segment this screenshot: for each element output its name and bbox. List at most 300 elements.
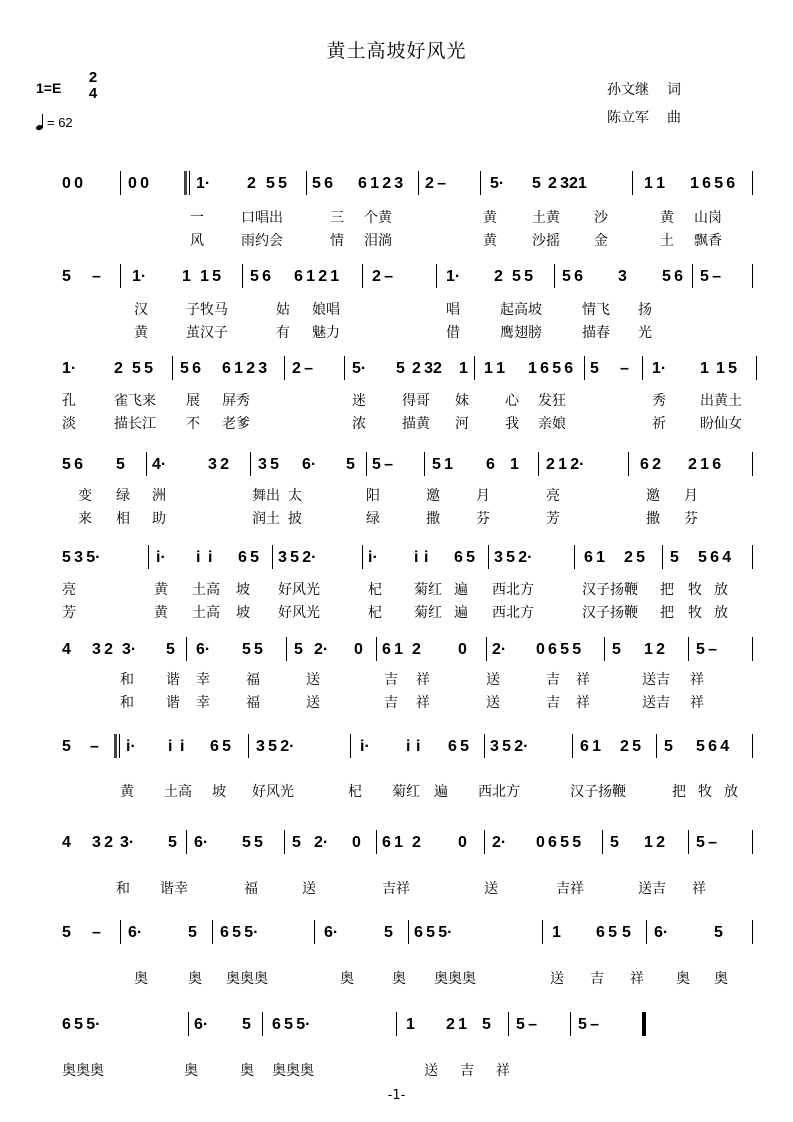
barline [350, 734, 351, 758]
note-group: 3 5 [258, 456, 279, 473]
lyric-syllable: 祥 [576, 672, 590, 688]
barline [186, 637, 187, 661]
lyric-syllable: 送 [550, 971, 564, 987]
note-group: 6 5 5· [414, 924, 453, 941]
note-group: 1 2 [644, 834, 665, 851]
note-group: 5 [242, 834, 251, 851]
note-group: 3 5 2· [278, 549, 317, 566]
note-group: 5 [612, 641, 621, 658]
lyric-syllable: 奥奥奥 [226, 971, 268, 987]
lyric-syllable: 亮 [62, 582, 76, 598]
lyric-syllable: 祥 [692, 881, 706, 897]
lyric-syllable: 奥 [714, 971, 728, 987]
time-signature: 2 4 [88, 69, 98, 102]
note-group: 5 [664, 738, 673, 755]
lyric-syllable: 淡 [62, 416, 76, 432]
lyric-syllable: 奥奥奥 [434, 971, 476, 987]
lyric-syllable: 浓 [352, 416, 366, 432]
lyric-syllable: 谐 [166, 672, 180, 688]
lyric-syllable: 好风光 [278, 605, 320, 621]
lyric-syllable: 撒 [426, 511, 440, 527]
lyric-syllable: 杞 [348, 784, 362, 800]
note-group: 5 5 [512, 268, 533, 285]
lyric-syllable: 金 [594, 233, 608, 249]
note-group: 0 [536, 641, 545, 658]
note-group: 2 321 [548, 175, 587, 192]
note-group: 6 5 [210, 738, 231, 755]
barline [662, 545, 663, 569]
lyric-syllable: 祥 [630, 971, 644, 987]
barline [570, 1012, 571, 1036]
barline [436, 264, 437, 288]
lyric-syllable: 芬 [476, 511, 490, 527]
lyric-syllable: 屏秀 [222, 393, 250, 409]
note-group: – [92, 924, 101, 941]
lyric-syllable: 幸 [196, 672, 210, 688]
barline [188, 1012, 189, 1036]
barline [642, 356, 643, 380]
note-group: 6 1 [580, 738, 601, 755]
lyric-syllable: 土高 [192, 582, 220, 598]
note-group: 5 6 [62, 456, 83, 473]
lyric-syllable: 奥 [240, 1063, 254, 1079]
lyric-syllable: 祥 [690, 695, 704, 711]
note-group: 5 – [578, 1016, 599, 1033]
lyric-syllable: 雨约会 [241, 233, 283, 249]
lyric-syllable: 送 [424, 1063, 438, 1079]
lyric-syllable: 把 [660, 582, 674, 598]
note-group: 1 [700, 360, 709, 377]
barline [752, 920, 753, 944]
note-group: 2· [314, 834, 329, 851]
lyric-syllable: 泪淌 [364, 233, 392, 249]
lyric-syllable: 光 [638, 325, 652, 341]
barline [752, 830, 753, 854]
lyric-syllable: 得哥 [402, 393, 430, 409]
lyric-syllable: 奥奥奥 [62, 1063, 104, 1079]
lyric-syllable: 舞出 [252, 488, 280, 504]
lyric-syllable: 亮 [546, 488, 560, 504]
repeat-start-barline [184, 171, 190, 195]
barline [120, 920, 121, 944]
lyric-syllable: 谐幸 [160, 881, 188, 897]
barline [306, 171, 307, 195]
barline [376, 830, 377, 854]
quarter-note-icon [36, 114, 44, 130]
lyric-syllable: 雀飞来 [114, 393, 156, 409]
note-group: i [406, 738, 411, 755]
lyric-syllable: 孔 [62, 393, 76, 409]
lyric-syllable: 芳 [546, 511, 560, 527]
lyric-syllable: 鹰翅膀 [500, 325, 542, 341]
lyricist-credit: 孙文继 词 [607, 82, 681, 98]
lyric-syllable: 祈 [652, 416, 666, 432]
lyric-syllable: 西北方 [492, 605, 534, 621]
note-group: 6 5 5 [548, 834, 582, 851]
barline [186, 830, 187, 854]
lyric-syllable: 送 [306, 695, 320, 711]
lyric-syllable: 洲 [152, 488, 166, 504]
lyric-syllable: 坡 [236, 605, 250, 621]
lyric-syllable: 吉 [384, 695, 398, 711]
note-group: i· [156, 549, 166, 566]
lyric-syllable: 描春 [582, 325, 610, 341]
lyric-syllable: 好风光 [252, 784, 294, 800]
barline [752, 452, 753, 476]
note-group: i [180, 738, 185, 755]
lyric-syllable: 一 [190, 210, 204, 226]
note-group: 5 [242, 641, 251, 658]
note-group: 6· [128, 924, 143, 941]
key-signature: 1=E [36, 80, 62, 96]
lyric-syllable: 奥 [676, 971, 690, 987]
note-group: 6 2 [640, 456, 661, 473]
lyric-syllable: 三 [330, 210, 344, 226]
note-group: 2 [114, 360, 123, 377]
barline [120, 171, 121, 195]
note-group: i [208, 549, 213, 566]
lyric-syllable: 我 [505, 416, 519, 432]
note-group: 2 [247, 175, 256, 192]
note-group: 3 2 [92, 641, 113, 658]
note-group: 1 6 5 6 [528, 360, 574, 377]
note-group: 5 5 [132, 360, 153, 377]
note-group: 5 – [700, 268, 721, 285]
note-group: 1 [552, 924, 561, 941]
lyric-syllable: 坡 [236, 582, 250, 598]
lyric-syllable: 山岗 [694, 210, 722, 226]
note-group: 5 – [372, 456, 393, 473]
final-barline [642, 1012, 646, 1036]
barline [752, 734, 753, 758]
barline [574, 545, 575, 569]
note-group: 5 [670, 549, 679, 566]
lyric-syllable: 个黄 [364, 210, 392, 226]
lyric-syllable: 祥 [416, 672, 430, 688]
lyric-syllable: 福 [244, 881, 258, 897]
note-group: – [92, 268, 101, 285]
note-group: 5 [188, 924, 197, 941]
lyric-syllable: 送 [484, 881, 498, 897]
note-group: 2 [412, 641, 421, 658]
lyric-syllable: 起高坡 [500, 302, 542, 318]
page-number: -1- [387, 1088, 406, 1103]
note-group: 3 [618, 268, 627, 285]
lyric-syllable: 魅力 [312, 325, 340, 341]
lyric-syllable: 遍 [454, 605, 468, 621]
lyric-syllable: 吉 [590, 971, 604, 987]
barline [362, 545, 363, 569]
note-group: 2 1 [446, 1016, 467, 1033]
lyric-syllable: 奥 [188, 971, 202, 987]
note-group: 5 5 [266, 175, 287, 192]
note-group: 5 [482, 1016, 491, 1033]
note-group: 3 5 2· [494, 549, 533, 566]
barline [692, 264, 693, 288]
lyric-syllable: 吉祥 [382, 881, 410, 897]
note-group: 6 1 [382, 641, 403, 658]
note-group: 5 6 4 [696, 738, 730, 755]
note-group: 5 – [696, 641, 717, 658]
barline [344, 356, 345, 380]
note-group: 0 [458, 834, 467, 851]
note-group: 2 32 [412, 360, 442, 377]
lyric-syllable: 妹 [455, 393, 469, 409]
note-group: 1 [510, 456, 519, 473]
note-group: 2 – [425, 175, 446, 192]
lyric-syllable: 吉 [546, 695, 560, 711]
lyric-syllable: 展 [186, 393, 200, 409]
barline [538, 452, 539, 476]
note-group: – [90, 738, 99, 755]
lyric-syllable: 河 [455, 416, 469, 432]
note-group: 5 – [696, 834, 717, 851]
note-group: 1· [446, 268, 461, 285]
lyric-syllable: 飘香 [694, 233, 722, 249]
note-group: 5 [292, 834, 301, 851]
note-group: 1· [196, 175, 211, 192]
note-group: i· [126, 738, 136, 755]
barline [242, 264, 243, 288]
lyric-syllable: 月 [684, 488, 698, 504]
note-group: 1 [459, 360, 468, 377]
note-group: 5 [62, 924, 71, 941]
note-group: 5 [714, 924, 723, 941]
lyric-syllable: 心 [505, 393, 519, 409]
barline [396, 1012, 397, 1036]
composer-credit: 陈立军 曲 [607, 110, 681, 126]
note-group: – [620, 360, 629, 377]
note-group: 5 [242, 1016, 251, 1033]
barline [688, 830, 689, 854]
lyric-syllable: 土黄 [532, 210, 560, 226]
note-group: 5 [384, 924, 393, 941]
lyric-syllable: 土高 [192, 605, 220, 621]
lyric-syllable: 送吉 [642, 695, 670, 711]
note-group: 0 [458, 641, 467, 658]
note-group: 1· [132, 268, 147, 285]
barline [554, 264, 555, 288]
barline [314, 920, 315, 944]
lyric-syllable: 黄 [154, 605, 168, 621]
barline [688, 637, 689, 661]
barline [752, 264, 753, 288]
barline [628, 452, 629, 476]
lyric-syllable: 和 [120, 695, 134, 711]
lyric-syllable: 祥 [416, 695, 430, 711]
note-group: 6· [196, 641, 211, 658]
note-group: i· [360, 738, 370, 755]
song-title: 黄土高坡好风光 [326, 40, 467, 62]
note-group: 5 [396, 360, 405, 377]
lyric-syllable: 阳 [366, 488, 380, 504]
barline [584, 356, 585, 380]
note-group: 5 [254, 834, 263, 851]
note-group: 6 5 [454, 549, 475, 566]
note-group: 2· [492, 641, 507, 658]
lyric-syllable: 不 [186, 416, 200, 432]
lyric-syllable: 发狂 [538, 393, 566, 409]
note-group: 5 6 [662, 268, 683, 285]
lyric-syllable: 送 [486, 695, 500, 711]
lyric-syllable: 撒 [646, 511, 660, 527]
note-group: 3 2 [208, 456, 229, 473]
note-group: 2 5 [624, 549, 645, 566]
lyric-syllable: 杞 [368, 605, 382, 621]
note-group: 0 [536, 834, 545, 851]
note-group: 2 – [292, 360, 313, 377]
barline [474, 356, 475, 380]
barline [632, 171, 633, 195]
lyric-syllable: 助 [152, 511, 166, 527]
note-group: 2· [492, 834, 507, 851]
note-group: 5 6 [180, 360, 201, 377]
lyric-syllable: 黄 [660, 210, 674, 226]
note-group: i [424, 549, 429, 566]
lyric-syllable: 唱 [446, 302, 460, 318]
lyric-syllable: 芬 [684, 511, 698, 527]
note-group: 3 5 2· [490, 738, 529, 755]
note-group: 1 6 5 6 [690, 175, 736, 192]
note-group: 1 1 [484, 360, 505, 377]
barline [480, 171, 481, 195]
lyric-syllable: 和 [116, 881, 130, 897]
barline [542, 920, 543, 944]
barline [418, 171, 419, 195]
note-group: 5 [62, 268, 71, 285]
lyric-syllable: 福 [246, 672, 260, 688]
lyric-syllable: 风 [190, 233, 204, 249]
lyric-syllable: 黄 [120, 784, 134, 800]
note-group: 5 6 [250, 268, 271, 285]
note-group: 1 2 [644, 641, 665, 658]
barline [120, 264, 121, 288]
lyric-syllable: 黄 [483, 233, 497, 249]
lyric-syllable: 奥 [340, 971, 354, 987]
barline [752, 171, 753, 195]
lyric-syllable: 坡 [212, 784, 226, 800]
barline [646, 920, 647, 944]
lyric-syllable: 披 [288, 511, 302, 527]
note-group: 3· [120, 834, 135, 851]
note-group: 4 [62, 834, 71, 851]
note-group: 6 5 [448, 738, 469, 755]
note-group: 5 [590, 360, 599, 377]
lyric-syllable: 奥 [134, 971, 148, 987]
lyric-syllable: 出黄土 [700, 393, 742, 409]
note-group: 6 5 [238, 549, 259, 566]
lyric-syllable: 放 [714, 582, 728, 598]
lyric-syllable: 遍 [454, 582, 468, 598]
lyric-syllable: 送 [486, 672, 500, 688]
note-group: 5 6 4 [698, 549, 732, 566]
barline [146, 452, 147, 476]
note-group: 1 [406, 1016, 415, 1033]
lyric-syllable: 奥奥奥 [272, 1063, 314, 1079]
lyric-syllable: 有 [276, 325, 290, 341]
note-group: 6 5 5· [272, 1016, 311, 1033]
barline [212, 920, 213, 944]
barline [284, 830, 285, 854]
note-group: 6 [486, 456, 495, 473]
note-group: 5· [352, 360, 367, 377]
barline [484, 734, 485, 758]
note-group: i [168, 738, 173, 755]
lyric-syllable: 太 [288, 488, 302, 504]
lyric-syllable: 把 [672, 784, 686, 800]
note-group: 0 [354, 641, 363, 658]
lyric-syllable: 祥 [576, 695, 590, 711]
lyric-syllable: 汉子扬鞭 [570, 784, 626, 800]
lyric-syllable: 汉子扬鞭 [582, 605, 638, 621]
lyric-syllable: 西北方 [492, 582, 534, 598]
lyric-syllable: 杞 [368, 582, 382, 598]
lyric-syllable: 福 [246, 695, 260, 711]
lyric-syllable: 遍 [434, 784, 448, 800]
barline [604, 637, 605, 661]
note-group: 5 6 [562, 268, 583, 285]
lyric-syllable: 放 [714, 605, 728, 621]
note-group: i [196, 549, 201, 566]
lyric-syllable: 娘唱 [312, 302, 340, 318]
note-group: 6· [324, 924, 339, 941]
note-group: 2· [314, 641, 329, 658]
note-group: 2 [494, 268, 503, 285]
lyric-syllable: 好风光 [278, 582, 320, 598]
barline [362, 264, 363, 288]
lyric-syllable: 牧 [688, 582, 702, 598]
barline [376, 637, 377, 661]
lyric-syllable: 送吉 [638, 881, 666, 897]
lyric-syllable: 黄 [483, 210, 497, 226]
lyric-syllable: 菊红 [414, 605, 442, 621]
note-group: 6· [654, 924, 669, 941]
barline [572, 734, 573, 758]
barline [486, 637, 487, 661]
lyric-syllable: 祥 [690, 672, 704, 688]
note-group: 2 1 2· [546, 456, 585, 473]
lyric-syllable: 吉 [460, 1063, 474, 1079]
lyric-syllable: 和 [120, 672, 134, 688]
lyric-syllable: 口唱出 [241, 210, 283, 226]
lyric-syllable: 幸 [196, 695, 210, 711]
lyric-syllable: 迷 [352, 393, 366, 409]
barline [248, 734, 249, 758]
note-group: 1· [62, 360, 77, 377]
note-group: i [414, 549, 419, 566]
lyric-syllable: 老爹 [222, 416, 250, 432]
tempo-marking: = 62 [36, 114, 73, 130]
note-group: 1 5 [716, 360, 737, 377]
barline [756, 356, 757, 380]
lyric-syllable: 描长江 [114, 416, 156, 432]
note-group: 5 [346, 456, 355, 473]
note-group: i [416, 738, 421, 755]
lyric-syllable: 黄 [154, 582, 168, 598]
barline [262, 1012, 263, 1036]
note-group: 1 1 [644, 175, 665, 192]
note-group: 5 [532, 175, 541, 192]
note-group: 5 [166, 641, 175, 658]
note-group: 1· [652, 360, 667, 377]
lyric-syllable: 情飞 [582, 302, 610, 318]
lyric-syllable: 借 [446, 325, 460, 341]
note-group: 1 [182, 268, 191, 285]
note-group: 5 [168, 834, 177, 851]
note-group: 2 5 [620, 738, 641, 755]
note-group: 6 5 5· [62, 1016, 101, 1033]
lyric-syllable: 土 [660, 233, 674, 249]
